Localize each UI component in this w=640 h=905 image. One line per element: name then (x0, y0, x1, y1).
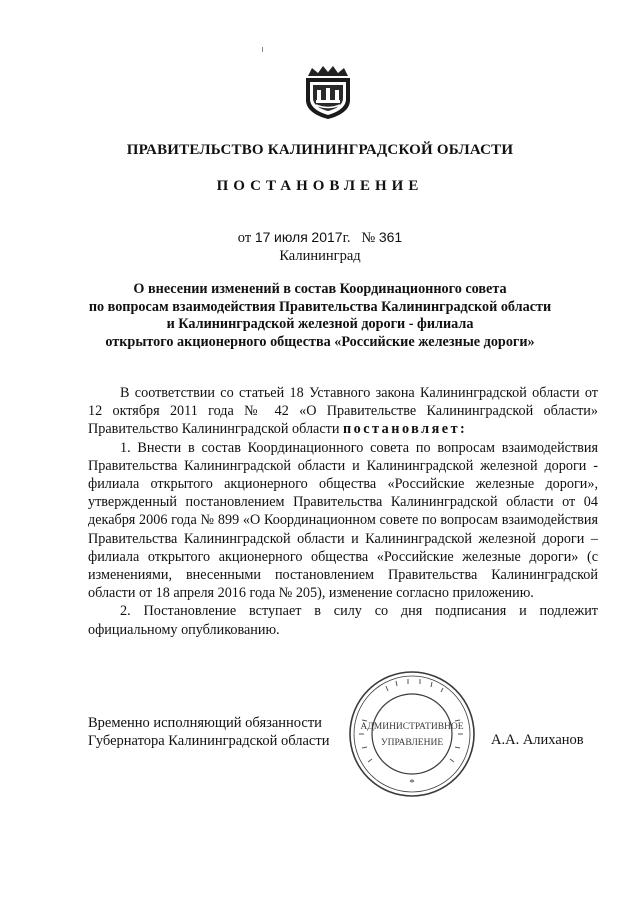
coat-of-arms-icon (302, 64, 354, 120)
stamp-star-icon: * (409, 777, 415, 789)
date-day: 17 (254, 229, 271, 245)
subject-line: открытого акционерного общества «Российские железные дороги» (105, 333, 535, 350)
document-type: ПОСТАНОВЛЕНИЕ (216, 178, 424, 194)
stamp-text-line: АДМИНИСТРАТИВНОЕ (360, 722, 464, 732)
scan-mark (262, 47, 263, 52)
document-body (88, 384, 598, 639)
document-city: Калининград (279, 248, 361, 264)
government-title: ПРАВИТЕЛЬСТВО КАЛИНИНГРАДСКОЙ ОБЛАСТИ (126, 142, 514, 158)
document-subject (40, 281, 600, 351)
position-line: Губернатора Калининградской области (88, 733, 330, 749)
item-paragraph-2: 2. Постановление вступает в силу со дня подписания и подлежит официальному опубликованию. (88, 603, 598, 638)
official-stamp (346, 668, 478, 800)
intro-text: В соответствии со статьей 18 Уставного закона Калининградской области от 12 октября 2011 года № 42 «О Правительстве Калининградской области» Правительство Калининградской области (88, 385, 598, 438)
signatory-position (88, 714, 358, 750)
decree-word: постановляет: (342, 421, 468, 438)
number-sign: № (361, 230, 376, 246)
subject-line: О внесении изменений в состав Координационного совета (133, 281, 507, 297)
position-line: Временно исполняющий обязанности (88, 715, 322, 731)
document-date-number (40, 229, 600, 247)
item-paragraph-1: 1. Внести в состав Координационного совета по вопросам взаимодействия Правительства Калининградской области и Калининградской железной дороги - филиала открытого акционерного общества «Российские железные дороги», утвержденный постановлением Правительства Калининградской области от 04 декабря 2006 года № 899 «О Координационном совете по вопросам взаимодействия Правительства Калининградской области и Калининградской железной дороги – филиала открытого акционерного общества «Российские железные дороги» (с изменениями, внесенными постановлением Правительства Калининградской области от 18 апреля 2016 года № 205), изменение согласно приложению. (88, 439, 598, 602)
date-year: 2017 (311, 229, 343, 245)
stamp-text-line: УПРАВЛЕНИЕ (380, 738, 444, 748)
date-month: июля (274, 229, 308, 245)
intro-paragraph (88, 384, 598, 439)
document-number: 361 (378, 229, 403, 245)
date-prefix: от (237, 230, 252, 246)
signatory-name: А.А. Алиханов (491, 732, 584, 748)
date-suffix: г. (342, 230, 351, 246)
subject-line: по вопросам взаимодействия Правительства Калининградской области (88, 298, 552, 315)
subject-line: и Калининградской железной дороги - филиала (166, 316, 474, 332)
